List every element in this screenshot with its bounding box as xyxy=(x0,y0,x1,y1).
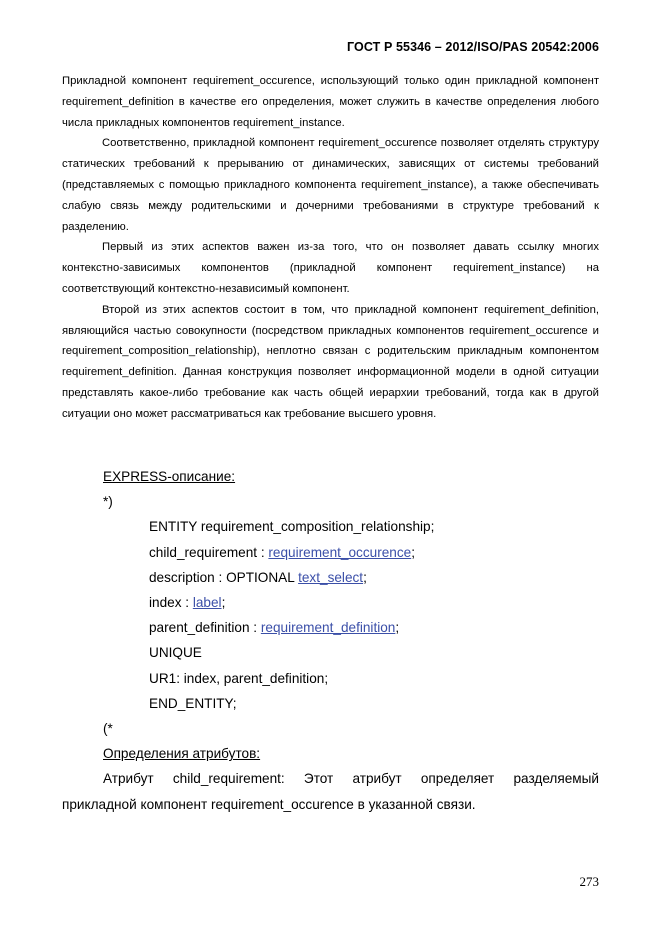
express-section xyxy=(62,464,599,817)
attribute-definition: Атрибут child_requirement: Этот атрибут определяет разделяемый прикладной компонент requirement_occurence в указанной связи. xyxy=(62,771,599,812)
attr-parent-definition: parent_definition : requirement_definition; xyxy=(149,620,400,636)
link-requirement-occurence[interactable]: requirement_occurence xyxy=(268,544,412,560)
body-text xyxy=(62,71,599,425)
link-label[interactable]: label xyxy=(192,595,222,611)
page-number: 273 xyxy=(579,874,599,889)
entity-declaration: ENTITY requirement_composition_relationship; xyxy=(149,519,435,535)
paragraph: Второй из этих аспектов состоит в том, что прикладной компонент requirement_definition, являющийся частью совокупности (посредством прикладных компонентов requirement_occurence и requirement_composition_relationship), неплотно связан с родительским прикладным компонентом requirement_definition. Данная конструкция позволяет информационной модели в одной ситуации представлять какое-либо требование как часть общей иерархии требований, тогда как в другой ситуации оно может рассматриваться как требование высшего уровня. xyxy=(62,303,599,420)
paragraph: Соответственно, прикладной компонент requirement_occurence позволяет отделять структуру статических требований к прерыванию от динамических, зависящих от системы требований (представляемых с помощью прикладного компонента requirement_instance), а также обеспечивать слабую связь между родительскими и дочерними требованиями в структуре требований к разделению. xyxy=(62,137,599,233)
link-text-select[interactable]: text_select xyxy=(298,569,364,585)
attr-description: description : OPTIONAL text_select; xyxy=(149,569,367,585)
end-entity: END_ENTITY; xyxy=(149,695,237,711)
attribute-definitions-heading: Определения атрибутов: xyxy=(103,746,261,762)
unique-keyword: UNIQUE xyxy=(149,645,202,661)
unique-rule: UR1: index, parent_definition; xyxy=(149,670,329,686)
comment-open: *) xyxy=(103,494,113,510)
attr-index: index : label; xyxy=(149,595,226,611)
paragraph: Прикладной компонент requirement_occurence, использующий только один прикладной компонент requirement_definition в качестве его определения, может служить в качестве определения любого числа прикладных компонентов requirement_instance. xyxy=(62,75,599,129)
document-header: ГОСТ Р 55346 – 2012/ISO/PAS 20542:2006 xyxy=(347,40,599,54)
paragraph: Первый из этих аспектов важен из-за того, что он позволяет давать ссылку многих контекстно-зависимых компонентов (прикладной компонент requirement_instance) на соответствующий контекстно-независимый компонент. xyxy=(62,241,599,295)
attr-child-requirement: child_requirement : requirement_occurence; xyxy=(149,544,415,560)
comment-close: (* xyxy=(103,721,113,737)
link-requirement-definition[interactable]: requirement_definition xyxy=(260,620,396,636)
express-heading: EXPRESS-описание: xyxy=(103,469,236,484)
